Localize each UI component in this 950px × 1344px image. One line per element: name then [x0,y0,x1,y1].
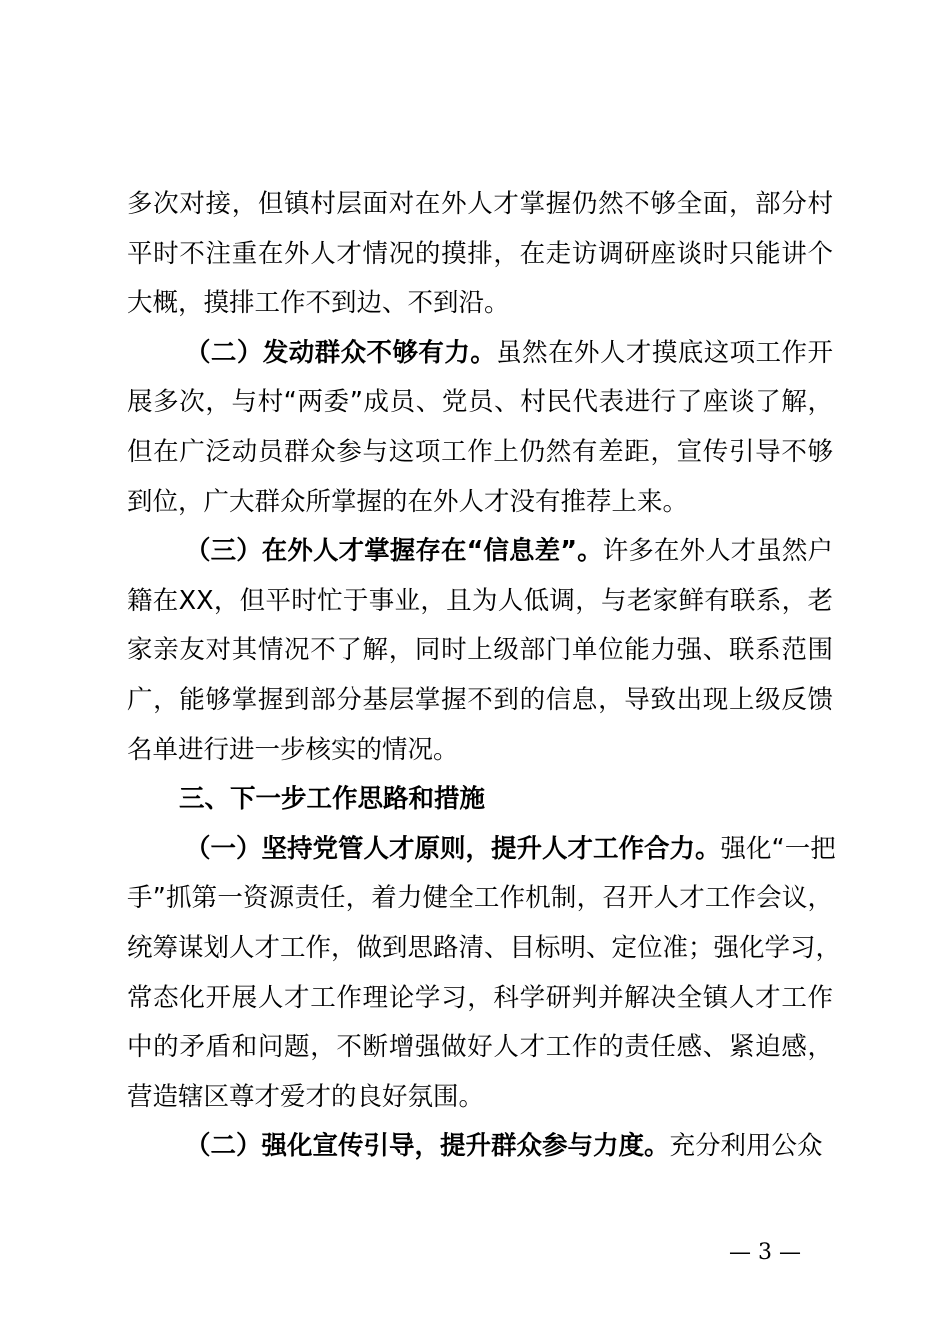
body-line: 大概，摸排工作不到边、不到沿。 [127,288,510,319]
paragraph-2-first-line [127,329,833,379]
paragraph-2-heading: （二）发动群众不够有力。 [185,337,497,368]
paragraph-3-heading: （三）在外人才掌握存在“信息差”。 [185,536,603,567]
body-line: 多次对接，但镇村层面对在外人才掌握仍然不够全面，部分村 [127,189,833,219]
paragraph-5-heading: （二）强化宣传引导，提升群众参与力度。 [185,1131,670,1162]
page-number: — 3 — [729,1240,801,1265]
body-line: 平时不注重在外人才情况的摸排，在走访调研座谈时只能讲个 [127,238,833,269]
paragraph-4-heading: （一）坚持党管人才原则，提升人才工作合力。 [185,833,721,864]
paragraph-5-first-line [127,1122,833,1172]
body-line: 到位，广大群众所掌握的在外人才没有推荐上来。 [127,486,689,517]
body-line: 籍在XX，但平时忙于事业，且为人低调，与老家鲜有联系，老 [127,585,833,616]
paragraph-5-text: 充分利用公众 [669,1131,823,1162]
paragraph-3-text: 许多在外人才虽然户 [602,536,833,567]
body-line: 统筹谋划人才工作，做到思路清、目标明、定位准；强化学习， [127,932,842,963]
document-body [127,180,842,1172]
body-line: 营造辖区尊才爱才的良好氛围。 [127,1081,485,1112]
body-line: 家亲友对其情况不了解，同时上级部门单位能力强、联系范围 [127,635,833,666]
paragraph-3-first-line [127,527,833,577]
paragraph-4-first-line [127,825,836,875]
body-line: 名单进行进一步核实的情况。 [127,734,459,765]
section-heading: 三、下一步工作思路和措施 [179,784,486,815]
body-line: 中的矛盾和问题，不断增强做好人才工作的责任感、紧迫感， [127,1032,833,1063]
body-line: 展多次，与村“两委”成员、党员、村民代表进行了座谈了解， [127,387,833,418]
body-line: 广，能够掌握到部分基层掌握不到的信息，导致出现上级反馈 [127,684,833,715]
body-line: 手”抓第一资源责任，着力健全工作机制，召开人才工作会议， [127,883,833,914]
paragraph-2-text: 虽然在外人才摸底这项工作开 [496,337,833,368]
paragraph-4-text: 强化“一把 [720,833,836,864]
body-line: 但在广泛动员群众参与这项工作上仍然有差距，宣传引导不够 [127,436,833,467]
body-line: 常态化开展人才工作理论学习，科学研判并解决全镇人才工作 [127,982,833,1013]
